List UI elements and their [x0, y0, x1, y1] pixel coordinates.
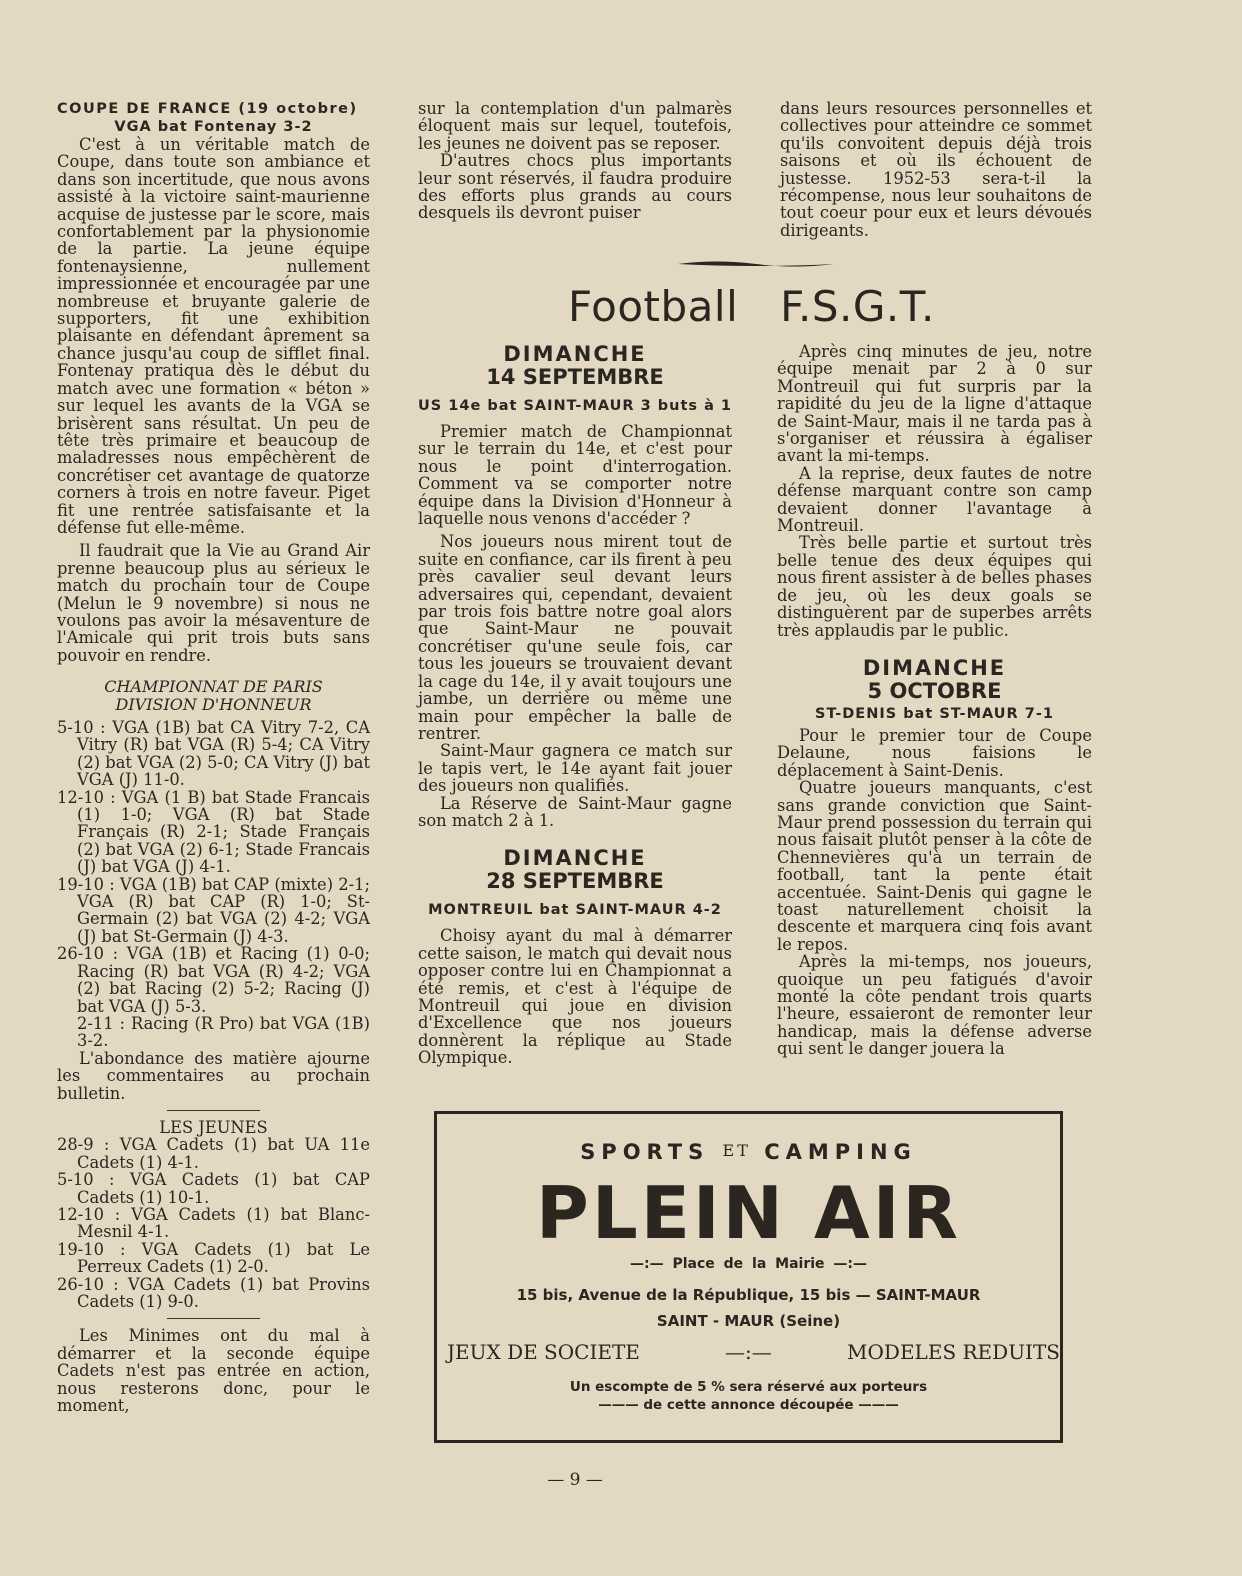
ad-note: [437, 1378, 1060, 1414]
match-paragraph: Nos joueurs nous mirent tout de suite en confiance, car ils firent à peu près cavalier seul devant leurs adversaires qui, cependant, devaient par trois fois battre notre goal alors que Saint-Maur ne pouvait concrétiser qu'une seule fois, car tous les joueurs se trouvaient devant la cage du 14e, il y avait toujours une jambe, un derrière ou même une main pour empêcher la balle de rentrer.: [418, 532, 732, 743]
day-heading-line1: DIMANCHE: [503, 846, 647, 871]
divider: [167, 1318, 260, 1319]
match-paragraph: A la reprise, deux fautes de notre défense marquant contre son camp devaient donner l'avantage à Montreuil.: [777, 463, 1092, 536]
ad-shop-name: PLEIN AIR: [536, 1171, 961, 1255]
day-heading-line1: DIMANCHE: [862, 655, 1007, 680]
coupe-result: VGA bat Fontenay 3-2: [114, 119, 313, 135]
jeunes-item: 5-10 : VGA Cadets (1) bat CAP Cadets (1) 10-1.: [57, 1170, 370, 1207]
abondance-paragraph: L'abondance des matière ajourne les commentaires au prochain bulletin.: [57, 1048, 370, 1103]
day-heading: [418, 343, 732, 389]
ad-products-right: MODELES REDUITS: [847, 1340, 1060, 1364]
resources-paragraph: dans leurs resources personnelles et collectives pour atteindre ce sommet qu'ils convoitent depuis déjà trois saisons et où ils échouent de justesse. 1952-53 sera-t-il la récompense, nous leur souhaitons de tout coeur pour eux et leurs dévoués dirigeants.: [780, 99, 1092, 240]
column-3-top: [780, 100, 1092, 239]
ad-products-separator: —:—: [725, 1340, 772, 1364]
jeunes-item: 19-10 : VGA Cadets (1) bat Le Perreux Cadets (1) 2-0.: [57, 1239, 370, 1277]
column-2-football: [418, 343, 732, 1067]
coupe-title: COUPE DE FRANCE (19 octobre): [57, 101, 358, 117]
match-paragraph: Quatre joueurs manquants, c'est sans grande conviction que Saint-Maur prend possession du terrain qui nous faisait plutôt penser à la côte de Chennevières qu'à un terrain de football, tant la pente était accentuée. Saint-Denis qui gagne le toast naturellement choisit la descente et marquera cinq fois avant le repos.: [777, 778, 1092, 954]
match-paragraph: Premier match de Championnat sur le terrain du 14e, et c'est pour nous le point d'interrogation. Comment va se comporter notre équipe dans la Division d'Honneur à laquelle nous venons d'accéder ?: [418, 422, 732, 529]
column-2-top: [418, 100, 732, 222]
ad-et: ET: [722, 1141, 751, 1160]
ad-note-line2: ——— de cette annonce découpée ———: [598, 1397, 899, 1413]
match-paragraph: La Réserve de Saint-Maur gagne son match 2 à 1.: [418, 793, 732, 830]
day-heading: [777, 657, 1092, 703]
column-3-football: [777, 343, 1092, 1058]
result-item: 19-10 : VGA (1B) bat CAP (mixte) 2-1; VGA (R) bat CAP (R) 1-0; St-Germain (2) bat VGA (2) 4-2; VGA (J) bat St-Germain (J) 4-3.: [57, 874, 370, 946]
result-item: 12-10 : VGA (1 B) bat Stade Francais (1) 1-0; VGA (R) bat Stade Français (R) 2-1; Stade Français (2) bat VGA (2) 6-1; Stade Francais (J) bat VGA (J) 4-1.: [57, 787, 370, 877]
match-paragraph: Après la mi-temps, nos joueurs, quoique un peu fatigués d'avoir monté la côte pendant trois quarts l'heure, essaieront de remonter leur handicap, mais la défense adverse qui sent le danger jouera la: [777, 952, 1092, 1059]
match-paragraph: Après cinq minutes de jeu, notre équipe menait par 2 à 0 sur Montreuil qui fut surpris par la rapidité du jeu de la ligne d'attaque de Saint-Maur, mais il ne tarda pas à s'organiser et réussira à égaliser avant la mi-temps.: [777, 342, 1092, 466]
match-paragraph: Saint-Maur gagnera ce match sur le tapis vert, le 14e ayant fait jouer des joueurs non qualifiés.: [418, 741, 732, 796]
result-item: 2-11 : Racing (R Pro) bat VGA (1B) 3-2.: [77, 1013, 370, 1051]
match-result: MONTREUIL bat SAINT-MAUR 4-2: [428, 902, 722, 919]
day-heading-line2: 5 OCTOBRE: [867, 678, 1002, 703]
jeunes-item: 26-10 : VGA Cadets (1) bat Provins Cadets (1) 9-0.: [57, 1274, 370, 1311]
ad-place: —:— Place de la Mairie —:—: [629, 1256, 867, 1272]
decorative-swash: [676, 258, 836, 270]
division-title: DIVISION D'HONNEUR: [115, 694, 312, 714]
ad-city: SAINT - MAUR (Seine): [656, 1312, 841, 1330]
championnat-title: CHAMPIONNAT DE PARIS: [104, 677, 323, 697]
chocs-paragraph: D'autres chocs plus importants leur sont réservés, il faudra produire des efforts plus grands au cours desquels ils devront puiser: [418, 151, 732, 223]
result-item: 5-10 : VGA (1B) bat CA Vitry 7-2, CA Vitry (R) bat VGA (R) 5-4; CA Vitry (2) bat VGA (2) 5-0; CA Vitry (J) bat VGA (J) 11-0.: [57, 718, 370, 790]
ad-sports: SPORTS: [580, 1140, 710, 1164]
jeunes-item: 12-10 : VGA Cadets (1) bat Blanc-Mesnil 4-1.: [57, 1204, 370, 1242]
main-title: Football F.S.G.T.: [568, 282, 935, 331]
match-result: US 14e bat SAINT-MAUR 3 buts à 1: [418, 398, 733, 414]
match-result: ST-DENIS bat ST-MAUR 7-1: [815, 705, 1054, 722]
ad-camping: CAMPING: [764, 1140, 917, 1164]
jeunes-title: LES JEUNES: [159, 1117, 268, 1137]
result-item: 26-10 : VGA (1B) et Racing (1) 0-0; Racing (R) bat VGA (R) 4-2; VGA (2) bat Racing (2) 5-2; Racing (J) bat VGA (J) 5-3.: [57, 944, 370, 1016]
day-heading-line1: DIMANCHE: [503, 342, 647, 366]
page-number: — 9 —: [547, 1470, 603, 1490]
jeunes-item: 28-9 : VGA Cadets (1) bat UA 11e Cadets (1) 4-1.: [57, 1135, 370, 1172]
day-heading: [418, 847, 732, 893]
palmares-paragraph: sur la contemplation d'un palmarès éloquent mais sur lequel, toutefois, les jeunes ne doivent pas se reposer.: [418, 99, 732, 153]
match-paragraph: Pour le premier tour de Coupe Delaune, nous faisions le déplacement à Saint-Denis.: [777, 725, 1092, 780]
advertisement-box: [434, 1111, 1063, 1443]
divider: [167, 1110, 260, 1111]
day-heading-line2: 14 SEPTEMBRE: [486, 365, 664, 389]
coupe-paragraph-1: C'est à un véritable match de Coupe, dans toute son ambiance et dans son incertitude, que nous avons assisté à la victoire saint-maurienne acquise de justesse par le score, mais confortablement par la physionomie de la partie. La jeune équipe fontenaysienne, nullement impressionnée et encouragée par une nombreuse et bruyante galerie de supporters, fit une exhibition plaisante en défendant âprement sa chance jusqu'au coup de sifflet final. Fontenay pratiqua dès le début du match avec une formation « béton » sur lequel les avants de la VGA se brisèrent sans résultat. Un peu de tête très primaire et beaucoup de maladresses nous empêchèrent de concrétiser cet avantage de quatorze corners à trois en notre faveur. Piget fit une rentrée satisfaisante et la défense fut elle-même.: [57, 135, 370, 537]
minimes-paragraph: Les Minimes ont du mal à démarrer et la seconde équipe Cadets n'est pas entrée en action, nous resterons donc, pour le moment,: [57, 1326, 370, 1416]
ad-products-left: JEUX DE SOCIETE: [447, 1340, 640, 1364]
ad-header: [437, 1140, 1060, 1164]
column-1: [57, 100, 370, 1414]
coupe-paragraph-2: Il faudrait que la Vie au Grand Air prenne beaucoup plus au sérieux le match du prochain tour de Coupe (Melun le 9 novembre) si nous ne voulons pas avoir la mésaventure de l'Amicale qui prit trois buts sans pouvoir en rendre.: [57, 541, 370, 665]
match-paragraph: Choisy ayant du mal à démarrer cette saison, le match qui devait nous opposer contre lui en Championnat a été remis, et c'est à l'équipe de Montreuil qui joue en division d'Excellence que nos joueurs donnèrent la réplique au Stade Olympique.: [418, 926, 732, 1068]
match-paragraph: Très belle partie et surtout très belle tenue des deux équipes qui nous firent assister à de belles phases de jeu, où les deux goals se distinguèrent par de superbes arrêts très applaudis par le public.: [777, 533, 1092, 640]
day-heading-line2: 28 SEPTEMBRE: [486, 869, 664, 894]
ad-note-line1: Un escompte de 5 % sera réservé aux porteurs: [569, 1379, 928, 1395]
ad-address: 15 bis, Avenue de la République, 15 bis — SAINT-MAUR: [516, 1286, 981, 1304]
